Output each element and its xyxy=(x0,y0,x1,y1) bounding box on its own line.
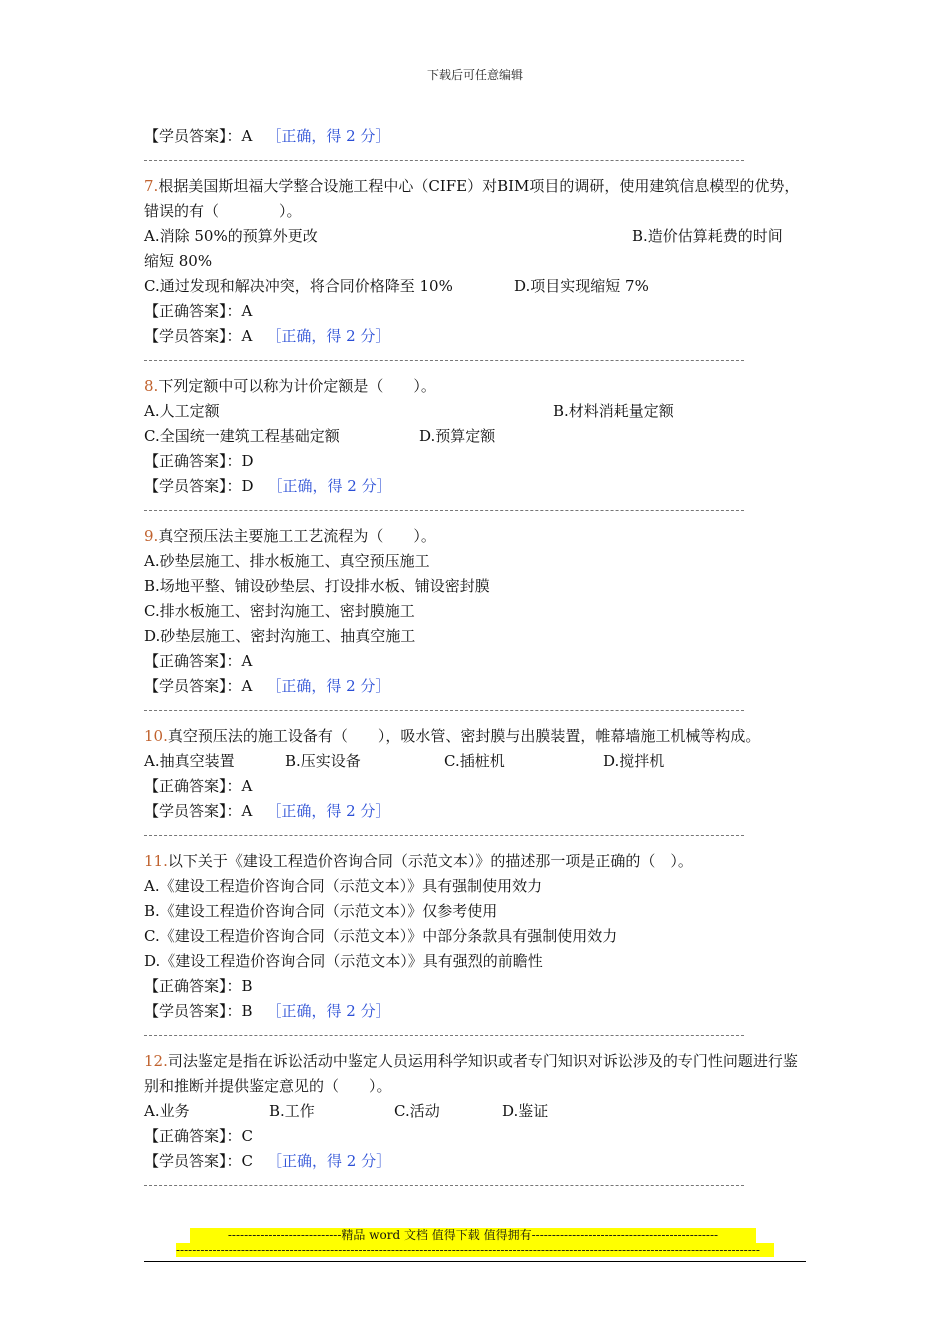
option-b: B.场地平整、铺设砂垫层、打设排水板、铺设密封膜 xyxy=(144,577,490,595)
option-a: A.砂垫层施工、排水板施工、真空预压施工 xyxy=(144,552,430,570)
result-badge: ［正确，得 2 分］ xyxy=(266,677,391,695)
option-c: C.通过发现和解决冲突，将合同价格降至 10% xyxy=(144,277,453,295)
question-12 xyxy=(144,1049,806,1187)
question-number: 11. xyxy=(144,852,168,870)
option-b: B.造价估算耗费的时间 xyxy=(632,227,783,245)
question-10 xyxy=(144,724,806,837)
option-b: B.压实设备 xyxy=(285,752,361,770)
option-a: A.消除 50%的预算外更改 xyxy=(144,227,318,245)
option-a: A.《建设工程造价咨询合同（示范文本）》具有强制使用效力 xyxy=(144,877,543,895)
question-stem xyxy=(144,724,806,749)
question-number: 10. xyxy=(144,727,168,745)
option-b-continued: 缩短 80% xyxy=(144,252,213,270)
correct-answer: 【正确答案】：A xyxy=(144,652,253,670)
footer-rule xyxy=(144,1261,806,1262)
option-c: C.活动 xyxy=(394,1102,440,1120)
correct-answer: 【正确答案】：A xyxy=(144,302,253,320)
option-b: B.工作 xyxy=(269,1102,315,1120)
question-text: 真空预压法主要施工工艺流程为（ ）。 xyxy=(158,527,436,545)
student-answer-label: 【学员答案】：B xyxy=(144,1002,253,1020)
footer-dash-line: ------------------------------------------------------------------------------------------------------------------------------------------------ xyxy=(176,1243,774,1257)
question-stem xyxy=(144,374,806,399)
option-d: D.项目实现缩短 7% xyxy=(514,277,649,295)
question-8 xyxy=(144,374,806,512)
question-text: 以下关于《建设工程造价咨询合同（示范文本）》的描述那一项是正确的（ ）。 xyxy=(167,852,693,870)
divider xyxy=(144,360,744,362)
option-c: C.插桩机 xyxy=(444,752,505,770)
divider xyxy=(144,1185,744,1187)
question-7 xyxy=(144,174,806,362)
student-answer-line xyxy=(144,474,806,499)
option-a: A.业务 xyxy=(144,1102,190,1120)
student-answer-label: 【学员答案】：C xyxy=(144,1152,253,1170)
option-b: B.《建设工程造价咨询合同（示范文本）》仅参考使用 xyxy=(144,902,498,920)
student-answer-label: 【学员答案】：D xyxy=(144,477,254,495)
divider xyxy=(144,835,744,837)
result-badge: ［正确，得 2 分］ xyxy=(267,477,392,495)
document-body xyxy=(144,124,806,1199)
divider xyxy=(144,160,744,162)
page-footer xyxy=(144,1228,806,1262)
option-d: D.《建设工程造价咨询合同（示范文本）》具有强烈的前瞻性 xyxy=(144,952,543,970)
student-answer-line xyxy=(144,799,806,824)
student-answer-line xyxy=(144,1149,806,1174)
divider xyxy=(144,510,744,512)
student-answer-line xyxy=(144,674,806,699)
question-text: 下列定额中可以称为计价定额是（ ）。 xyxy=(158,377,436,395)
footer-banner: ----------------------------精品 word 文档 值得下载 值得拥有---------------------------------------------- xyxy=(190,1228,756,1243)
result-badge: ［正确，得 2 分］ xyxy=(266,802,391,820)
option-d: D.搅拌机 xyxy=(603,752,665,770)
option-b: B.材料消耗量定额 xyxy=(553,402,674,420)
question-number: 7. xyxy=(144,177,159,195)
option-row xyxy=(144,224,806,249)
question-text: 真空预压法的施工设备有（ ），吸水管、密封膜与出膜装置，帷幕墙施工机械等构成。 xyxy=(167,727,761,745)
question-9 xyxy=(144,524,806,712)
question-11 xyxy=(144,849,806,1037)
correct-answer: 【正确答案】：D xyxy=(144,452,254,470)
option-d: D.砂垫层施工、密封沟施工、抽真空施工 xyxy=(144,627,416,645)
result-badge: ［正确，得 2 分］ xyxy=(266,327,391,345)
option-d: D.鉴证 xyxy=(502,1102,549,1120)
option-a: A.人工定额 xyxy=(144,402,220,420)
correct-answer: 【正确答案】：B xyxy=(144,977,253,995)
student-answer-label: 【学员答案】：A xyxy=(144,127,253,145)
option-row xyxy=(144,1099,806,1124)
student-answer-label: 【学员答案】：A xyxy=(144,802,253,820)
page-header: 下载后可任意编辑 xyxy=(426,68,523,82)
result-badge: ［正确，得 2 分］ xyxy=(266,127,391,145)
student-answer-label: 【学员答案】：A xyxy=(144,677,253,695)
correct-answer: 【正确答案】：A xyxy=(144,777,253,795)
question-number: 9. xyxy=(144,527,159,545)
question-stem xyxy=(144,849,806,874)
student-answer-line xyxy=(144,999,806,1024)
student-answer-label: 【学员答案】：A xyxy=(144,327,253,345)
result-badge: ［正确，得 2 分］ xyxy=(266,1002,391,1020)
question-stem xyxy=(144,524,806,549)
divider xyxy=(144,1035,744,1037)
result-badge: ［正确，得 2 分］ xyxy=(266,1152,392,1170)
option-row xyxy=(144,424,806,449)
correct-answer: 【正确答案】：C xyxy=(144,1127,253,1145)
option-row xyxy=(144,399,806,424)
question-stem xyxy=(144,1049,806,1099)
prev-student-answer-line xyxy=(144,124,806,149)
student-answer-line xyxy=(144,324,806,349)
question-text: 司法鉴定是指在诉讼活动中鉴定人员运用科学知识或者专门知识对诉讼涉及的专门性问题进行鉴别和推断并提供鉴定意见的（ ）。 xyxy=(144,1052,798,1095)
option-row xyxy=(144,749,806,774)
option-c: C.全国统一建筑工程基础定额 xyxy=(144,427,340,445)
option-d: D.预算定额 xyxy=(419,427,496,445)
option-c: C.《建设工程造价咨询合同（示范文本）》中部分条款具有强制使用效力 xyxy=(144,927,618,945)
option-c: C.排水板施工、密封沟施工、密封膜施工 xyxy=(144,602,415,620)
question-stem xyxy=(144,174,806,224)
question-number: 8. xyxy=(144,377,159,395)
option-row xyxy=(144,274,806,299)
divider xyxy=(144,710,744,712)
question-text: 根据美国斯坦福大学整合设施工程中心（CIFE）对BIM项目的调研，使用建筑信息模型的优势，错误的有（ ）。 xyxy=(144,177,800,220)
question-number: 12. xyxy=(144,1052,168,1070)
option-a: A.抽真空装置 xyxy=(144,752,235,770)
